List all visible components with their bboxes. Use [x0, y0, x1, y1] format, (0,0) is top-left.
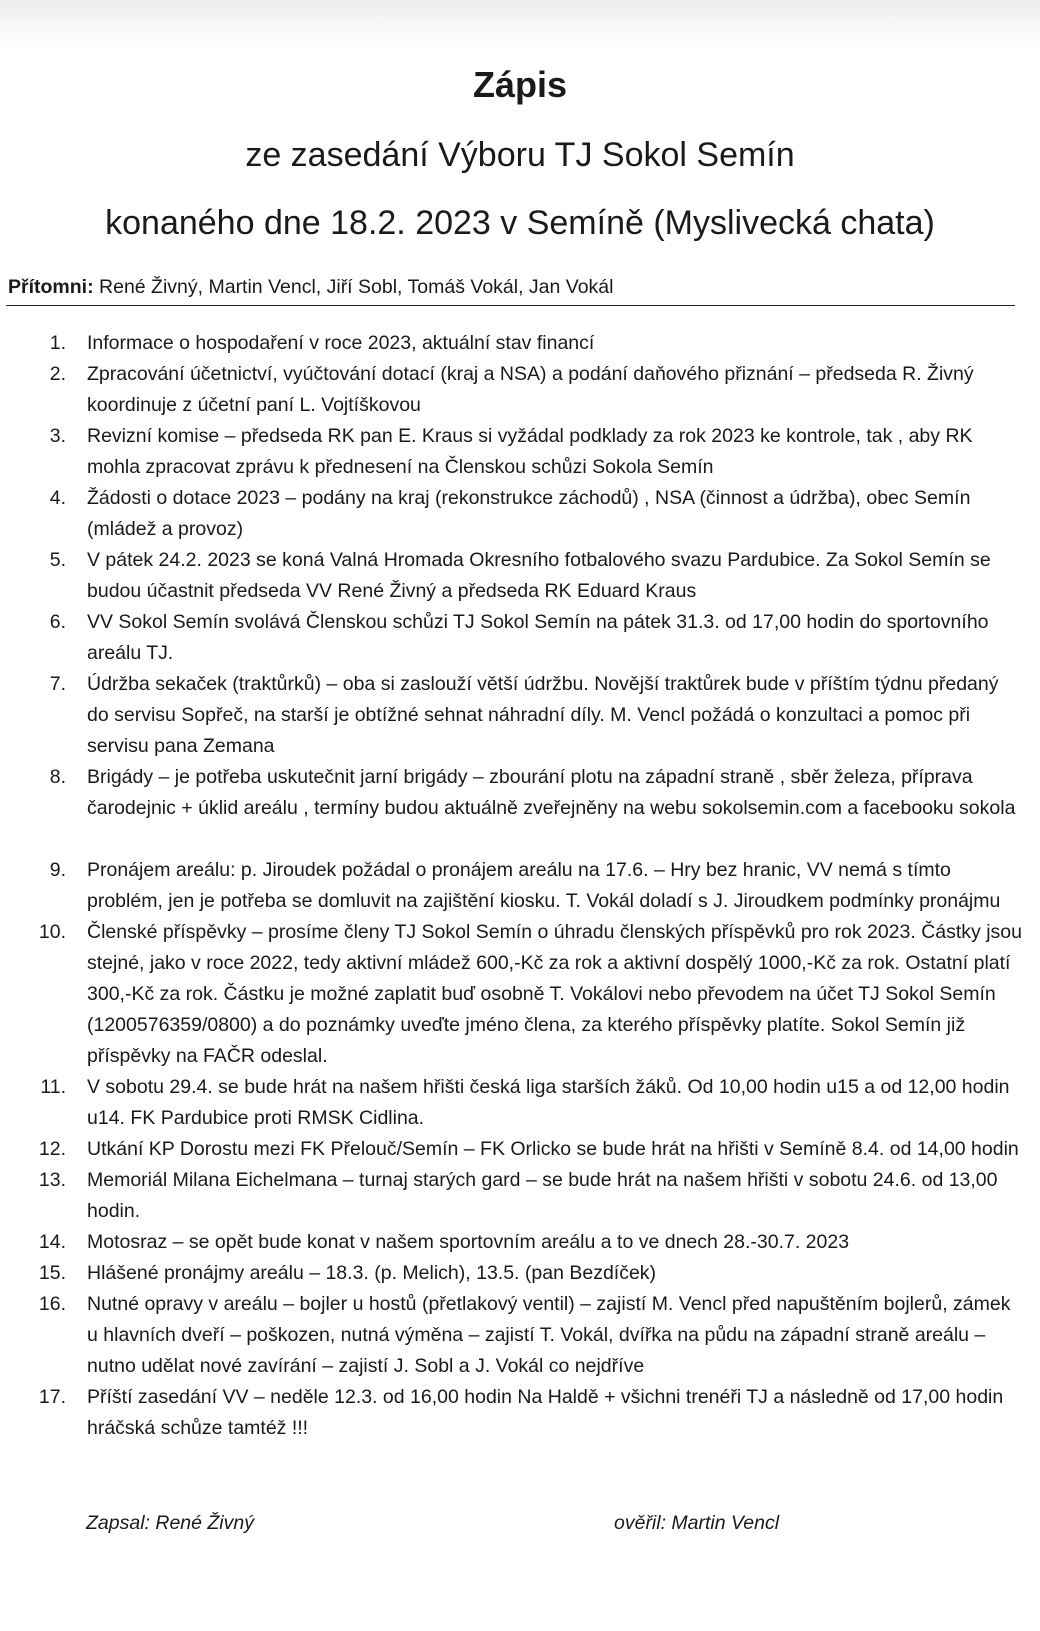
signature-recorded-by: Zapsal: René Živný: [86, 1512, 254, 1534]
agenda-item-text: Členské příspěvky – prosíme členy TJ Sokol Semín o úhradu členských příspěvků pro rok 2023. Částky jsou stejné, jako v roce 2022, tedy aktivní mládež 600,-Kč za rok a aktivní dospělý 1000,-Kč za rok. Ostatní platí 300,-Kč za rok. Částku je možné zaplatit buď osobně T. Vokálovi nebo převodem na účet TJ Sokol Semín (1200576359/0800) a do poznámky uveďte jméno člena, za kterého příspěvky platíte. Sokol Semín již příspěvky na FAČR odeslal.: [87, 921, 1022, 1067]
agenda-item-text: Příští zasedání VV – neděle 12.3. od 16,00 hodin Na Haldě + všichni trenéři TJ a následně od 17,00 hodin hráčská schůze tamtéž !!!: [87, 1386, 1004, 1439]
agenda-item-text: V pátek 24.2. 2023 se koná Valná Hromada Okresního fotbalového svazu Pardubice. Za Sokol Semín se budou účastnit předseda VV René Živný a předseda RK Eduard Kraus: [87, 549, 991, 602]
document-title: Zápis: [472, 64, 568, 105]
agenda-item: [0, 1072, 1040, 1134]
document-subtitle: ze zasedání Výboru TJ Sokol Semín: [245, 136, 795, 174]
agenda-item-text: Memoriál Milana Eichelmana – turnaj starých gard – se bude hrát na našem hřišti v sobotu 24.6. od 13,00 hodin.: [87, 1169, 998, 1222]
agenda-item-number: 16.: [38, 1293, 66, 1315]
agenda-item-number: 13.: [38, 1169, 66, 1191]
meeting-date-line: konaného dne 18.2. 2023 v Semíně (Myslivecká chata): [105, 204, 935, 242]
agenda-item-number: 2.: [49, 363, 66, 385]
agenda-item-text: Hlášené pronájmy areálu – 18.3. (p. Melich), 13.5. (pan Bezdíček): [87, 1262, 657, 1284]
agenda-item-text: Revizní komise – předseda RK pan E. Kraus si vyžádal podklady za rok 2023 ke kontrole, tak , aby RK mohla zpracovat zprávu k přednesení na Členskou schůzi Sokola Semín: [87, 425, 973, 478]
agenda-item-text: Informace o hospodaření v roce 2023, aktuální stav financí: [87, 332, 595, 354]
agenda-item-text: Žádosti o dotace 2023 – podány na kraj (rekonstrukce záchodů) , NSA (činnost a údržba), obec Semín (mládež a provoz): [87, 487, 971, 540]
agenda-item: [0, 855, 1040, 917]
agenda-item: [0, 1165, 1040, 1227]
agenda-item-number: 10.: [38, 921, 66, 943]
agenda-item: [0, 669, 1040, 762]
agenda-item: [0, 762, 1040, 824]
agenda-item: [0, 359, 1040, 421]
agenda-item-number: 6.: [49, 611, 66, 633]
agenda-item: [0, 917, 1040, 1072]
attendees-label: Přítomni:: [8, 276, 94, 298]
agenda-item: [0, 1227, 1040, 1258]
agenda-item: [0, 421, 1040, 483]
agenda-item: [0, 545, 1040, 607]
agenda-item-number: 12.: [38, 1138, 66, 1160]
agenda-item-number: 3.: [49, 425, 66, 447]
agenda-item: [0, 328, 1040, 359]
agenda-item-text: V sobotu 29.4. se bude hrát na našem hřišti česká liga starších žáků. Od 10,00 hodin u15 a od 12,00 hodin u14. FK Pardubice proti RMSK Cidlina.: [87, 1076, 1010, 1129]
agenda-item-number: 17.: [38, 1386, 66, 1408]
header-divider: [6, 305, 1015, 306]
agenda-item: [0, 483, 1040, 545]
agenda-item: [0, 1134, 1040, 1165]
agenda-item-number: 1.: [49, 332, 66, 354]
agenda-list: [0, 328, 1040, 1444]
agenda-item-text: Motosraz – se opět bude konat v našem sportovním areálu a to ve dnech 28.-30.7. 2023: [87, 1231, 850, 1253]
agenda-item: [0, 1258, 1040, 1289]
agenda-item-number: 8.: [49, 766, 66, 788]
agenda-item-text: Pronájem areálu: p. Jiroudek požádal o pronájem areálu na 17.6. – Hry bez hranic, VV nemá s tímto problém, jen je potřeba se domluvit na zajištění kiosku. T. Vokál doladí s J. Jiroudkem podmínky pronájmu: [87, 859, 1001, 912]
agenda-item-number: 7.: [49, 673, 66, 695]
agenda-item-number: 9.: [49, 859, 66, 881]
agenda-item-number: 15.: [38, 1262, 66, 1284]
agenda-item-number: 4.: [49, 487, 66, 509]
page-top-shadow: [0, 0, 1040, 46]
agenda-item-text: VV Sokol Semín svolává Členskou schůzi TJ Sokol Semín na pátek 31.3. od 17,00 hodin do sportovního areálu TJ.: [87, 611, 989, 664]
agenda-item-number: 11.: [40, 1076, 66, 1098]
agenda-item-text: Údržba sekaček (traktůrků) – oba si zaslouží větší údržbu. Novější traktůrek bude v příštím týdnu předaný do servisu Sopřeč, na starší je obtížné sehnat náhradní díly. M. Vencl požádá o konzultaci a pomoc při servisu pana Zemana: [87, 673, 999, 757]
agenda-item-number: 14.: [38, 1231, 66, 1253]
agenda-item: [0, 1289, 1040, 1382]
agenda-item-number: 5.: [49, 549, 66, 571]
agenda-item-text: Nutné opravy v areálu – bojler u hostů (přetlakový ventil) – zajistí M. Vencl před napuštěním bojlerů, zámek u hlavních dveří – poškozen, nutná výměna – zajistí T. Vokál, dvířka na půdu na západní straně areálu – nutno udělat nové zavírání – zajistí J. Sobl a J. Vokál co nejdříve: [87, 1293, 1011, 1377]
signature-verified-by: ověřil: Martin Vencl: [614, 1512, 780, 1534]
agenda-item-text: Zpracování účetnictví, vyúčtování dotací (kraj a NSA) a podání daňového přiznání – předseda R. Živný koordinuje z účetní paní L. Vojtíškovou: [87, 363, 974, 416]
attendees-line: [8, 276, 613, 299]
agenda-item: [0, 1382, 1040, 1444]
agenda-item-text: Utkání KP Dorostu mezi FK Přelouč/Semín – FK Orlicko se bude hrát na hřišti v Semíně 8.4. od 14,00 hodin: [87, 1138, 1019, 1160]
agenda-item-text: Brigády – je potřeba uskutečnit jarní brigády – zbourání plotu na západní straně , sběr železa, příprava čarodejnic + úklid areálu , termíny budou aktuálně zveřejněny na webu sokolsemin.com a facebooku sokola: [87, 766, 1016, 819]
attendees-names: René Živný, Martin Vencl, Jiří Sobl, Tomáš Vokál, Jan Vokál: [99, 276, 614, 298]
agenda-item: [0, 607, 1040, 669]
